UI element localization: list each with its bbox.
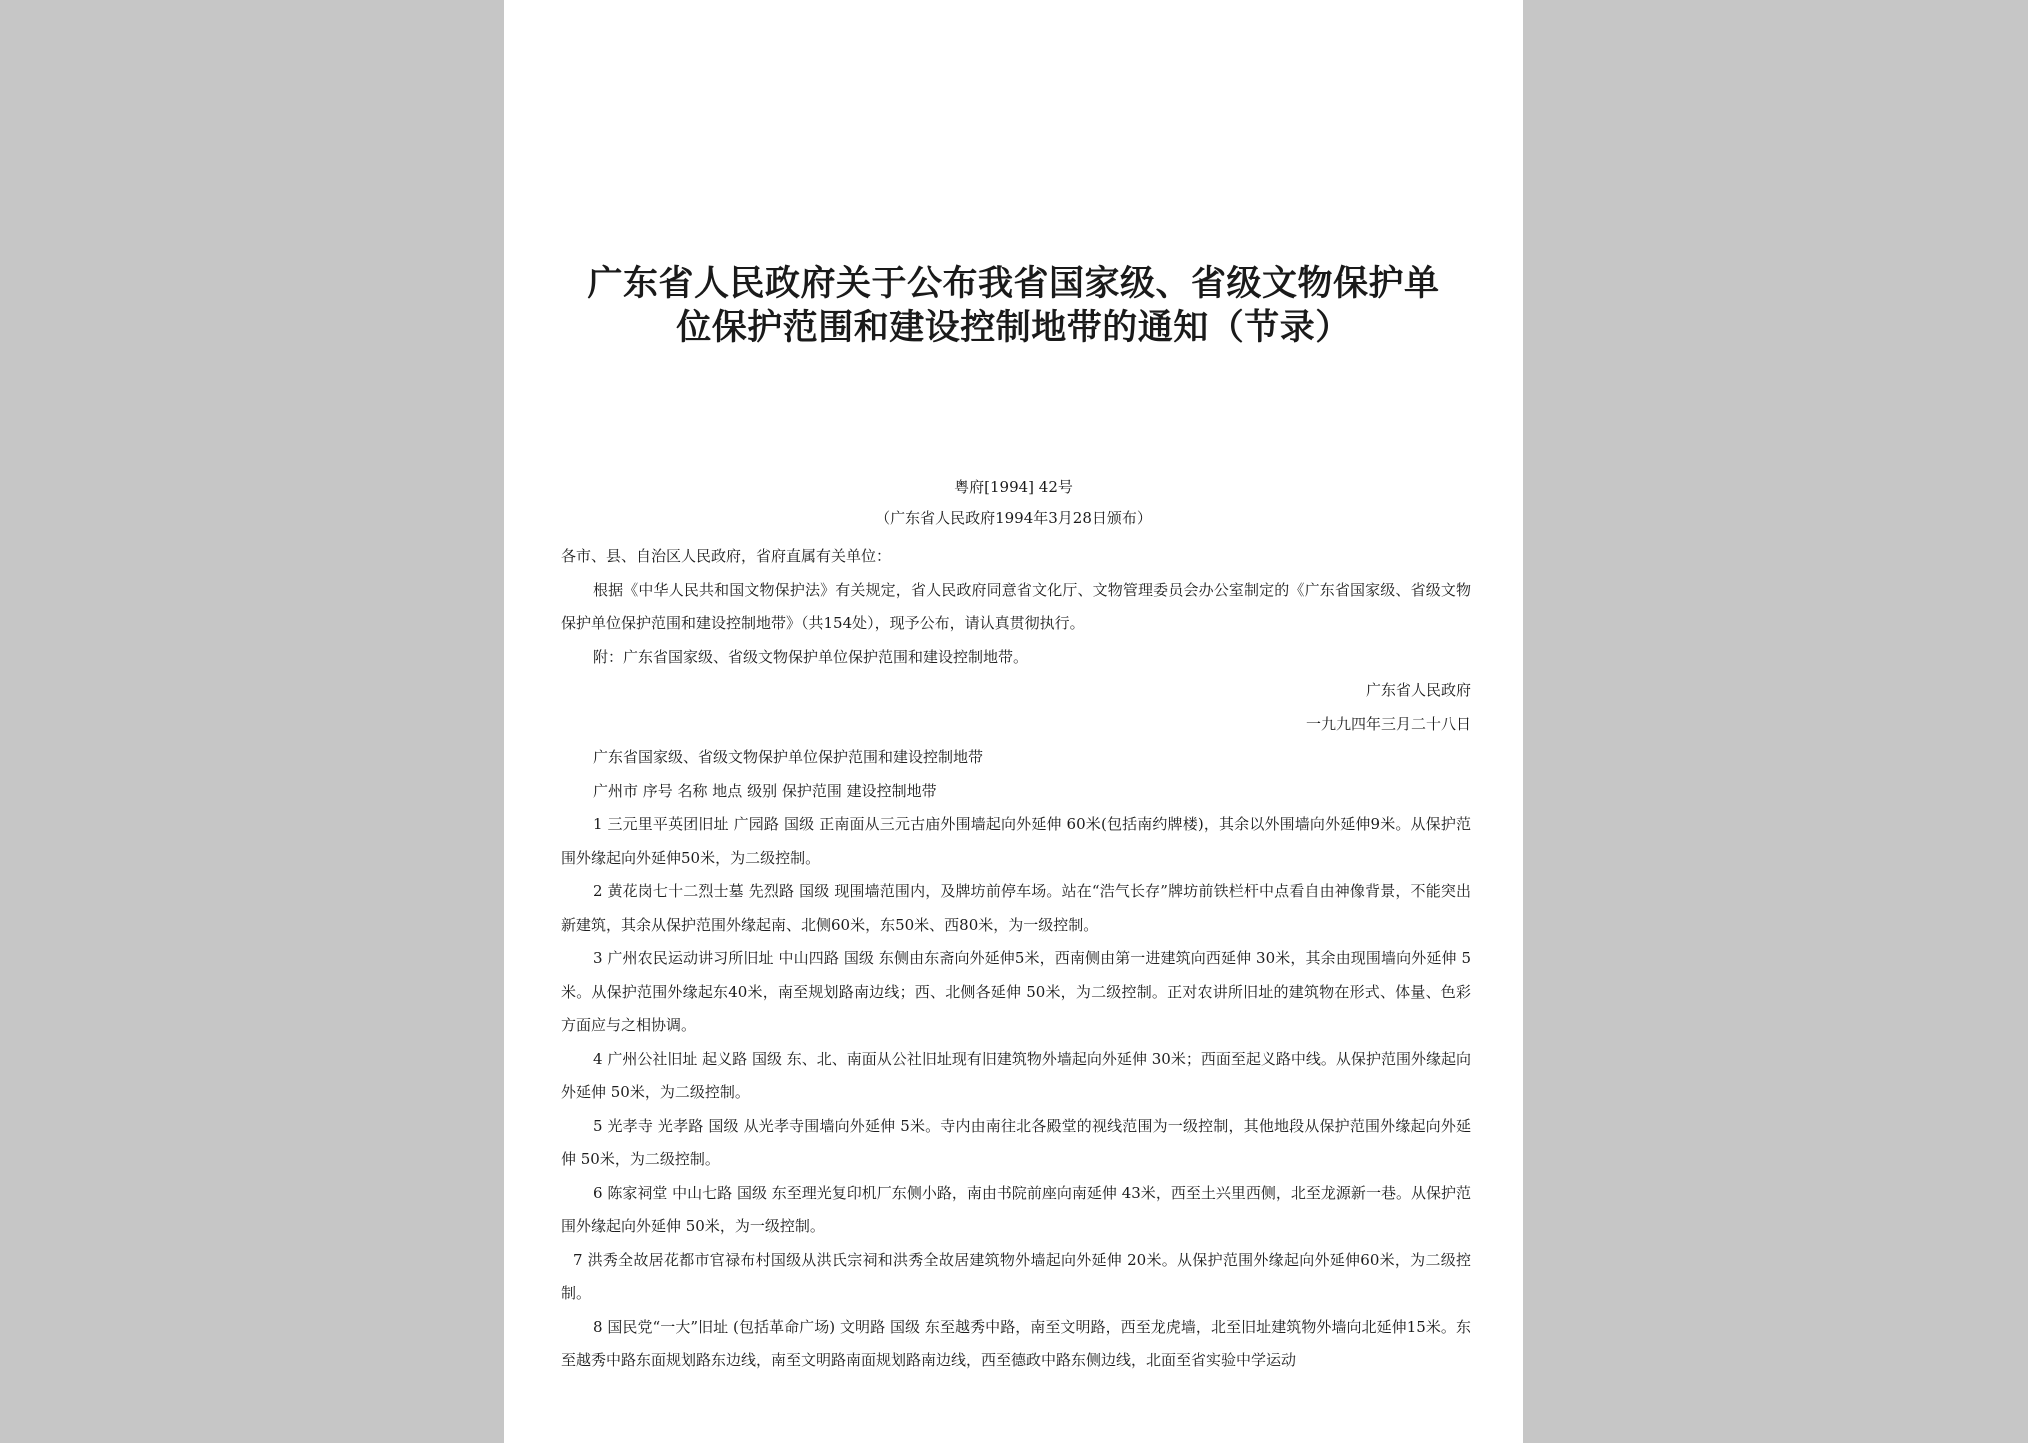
list-item: 1 三元里平英团旧址 广园路 国级 正南面从三元古庙外围墙起向外延伸 60米(包括南约牌楼)，其余以外围墙向外延伸9米。从保护范围外缘起向外延伸50米，为二级控制。 (561, 815, 1471, 867)
title-line-2: 位保护范围和建设控制地带的通知（节录） (676, 308, 1351, 348)
document-title (544, 262, 1483, 350)
document-body (561, 540, 1471, 1378)
paragraph-attachment: 附：广东省国家级、省级文物保护单位保护范围和建设控制地带。 (593, 647, 1029, 666)
issue-note: （广东省人民政府1994年3月28日颁布） (875, 509, 1152, 527)
list-item: 2 黄花岗七十二烈士墓 先烈路 国级 现围墙范围内，及牌坊前停车场。站在“浩气长存”牌坊前铁栏杆中点看自由神像背景，不能突出新建筑，其余从保护范围外缘起南、北侧60米，东50米、西80米，为一级控制。 (561, 882, 1471, 934)
list-item: 3 广州农民运动讲习所旧址 中山四路 国级 东侧由东斋向外延伸5米，西南侧由第一进建筑向西延伸 30米，其余由现围墙向外延伸 5米。从保护范围外缘起东40米，南至规划路南边线；西、北侧各延伸 50米，为二级控制。正对农讲所旧址的建筑物在形式、体量、色彩方面应与之相协调。 (561, 949, 1471, 1034)
annex-title: 广东省国家级、省级文物保护单位保护范围和建设控制地带 (593, 748, 984, 766)
document-page (504, 0, 1523, 1443)
addressee: 各市、县、自治区人民政府，省府直属有关单位： (561, 547, 892, 565)
title-line-1: 广东省人民政府关于公布我省国家级、省级文物保护单 (587, 264, 1440, 304)
list-item: 4 广州公社旧址 起义路 国级 东、北、南面从公社旧址现有旧建筑物外墙起向外延伸 30米；西面至起义路中线。从保护范围外缘起向外延伸 50米，为二级控制。 (561, 1049, 1471, 1101)
list-item: 6 陈家祠堂 中山七路 国级 东至理光复印机厂东侧小路，南由书院前座向南延伸 43米，西至土兴里西侧，北至龙源新一巷。从保护范围外缘起向外延伸 50米，为一级控制。 (561, 1183, 1471, 1235)
list-item: 5 光孝寺 光孝路 国级 从光孝寺围墙向外延伸 5米。寺内由南往北各殿堂的视线范围为一级控制，其他地段从保护范围外缘起向外延伸 50米，为二级控制。 (561, 1116, 1471, 1168)
list-item: 8 国民党“一大”旧址 (包括革命广场) 文明路 国级 东至越秀中路，南至文明路，西至龙虎墙，北至旧址建筑物外墙向北延伸15米。东至越秀中路东面规划路东边线，南至文明路南面规划路南边线，西至德政中路东侧边线，北面至省实验中学运动 (561, 1317, 1471, 1369)
signature: 广东省人民政府 (1365, 681, 1471, 699)
signature-date: 一九九四年三月二十八日 (1305, 714, 1471, 733)
list-item: 7 洪秀全故居花都市官禄布村国级从洪氏宗祠和洪秀全故居建筑物外墙起向外延伸 20米。从保护范围外缘起向外延伸60米，为二级控制。 (561, 1250, 1471, 1302)
paragraph-basis: 根据《中华人民共和国文物保护法》有关规定，省人民政府同意省文化厅、文物管理委员会办公室制定的《广东省国家级、省级文物保护单位保护范围和建设控制地带》（共154处），现予公布，请认真贯彻执行。 (561, 580, 1471, 632)
document-number: 粤府[1994] 42号 (954, 478, 1073, 496)
annex-header: 广州市 序号 名称 地点 级别 保护范围 建设控制地带 (593, 781, 937, 800)
